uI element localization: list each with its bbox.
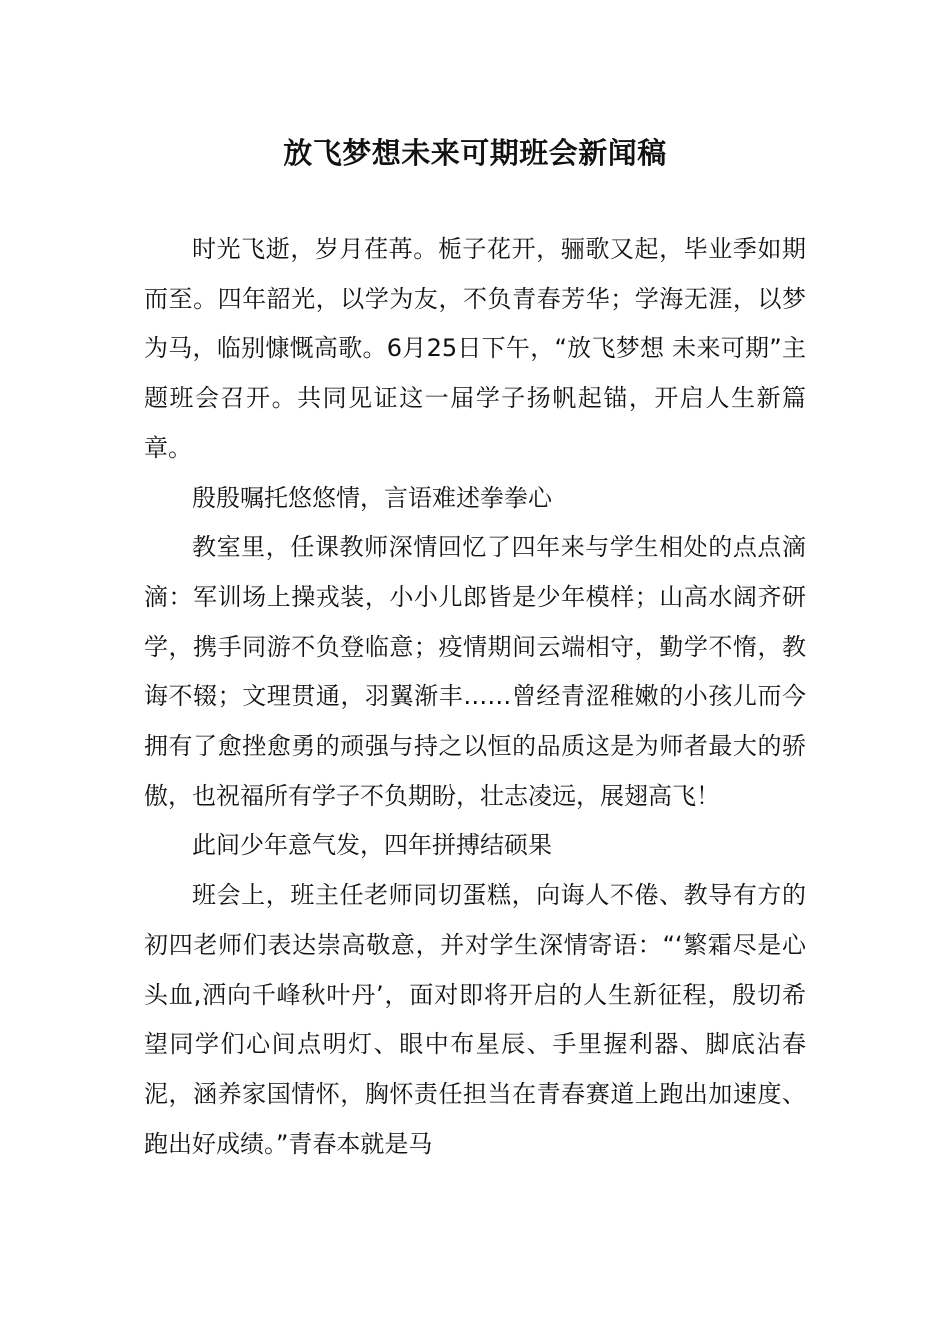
- document-body: [144, 225, 806, 1169]
- paragraph-class-meeting: 班会上，班主任老师同切蛋糕，向诲人不倦、教导有方的初四老师们表达崇高敬意，并对学生深情寄语：“‘繁霜尽是心头血,洒向千峰秋叶丹’，面对即将开启的人生新征程，殷切希望同学们心间点明灯、眼中布星辰、手里握利器、脚底沾春泥，涵养家国情怀，胸怀责任担当在青春赛道上跑出加速度、跑出好成绩。”青春本就是马: [144, 881, 806, 1158]
- paragraph-teachers: 教室里，任课教师深情回忆了四年来与学生相处的点点滴滴：军训场上操戎装，小小儿郎皆是少年模样；山高水阔齐研学，携手同游不负登临意；疫情期间云端相守，勤学不惰，教诲不辍；文理贯通，羽翼渐丰……曾经青涩稚嫩的小孩儿而今拥有了愈挫愈勇的顽强与持之以恒的品质这是为师者最大的骄傲，也祝福所有学子不负期盼，壮志凌远，展翅高飞！: [144, 533, 806, 810]
- section-heading-teachers: 殷殷嘱托悠悠情，言语难述拳拳心: [192, 483, 552, 512]
- document-title: 放飞梦想未来可期班会新闻稿: [283, 136, 667, 170]
- section-heading-students: 此间少年意气发，四年拼搏结硕果: [192, 831, 552, 860]
- paragraph-intro: 时光飞逝，岁月荏苒。栀子花开，骊歌又起，毕业季如期而至。四年韶光，以学为友，不负青春芳华；学海无涯，以梦为马，临别慷慨高歌。6月25日下午，“放飞梦想 未来可期”主题班会召开。共同见证这一届学子扬帆起锚，开启人生新篇章。: [144, 235, 806, 462]
